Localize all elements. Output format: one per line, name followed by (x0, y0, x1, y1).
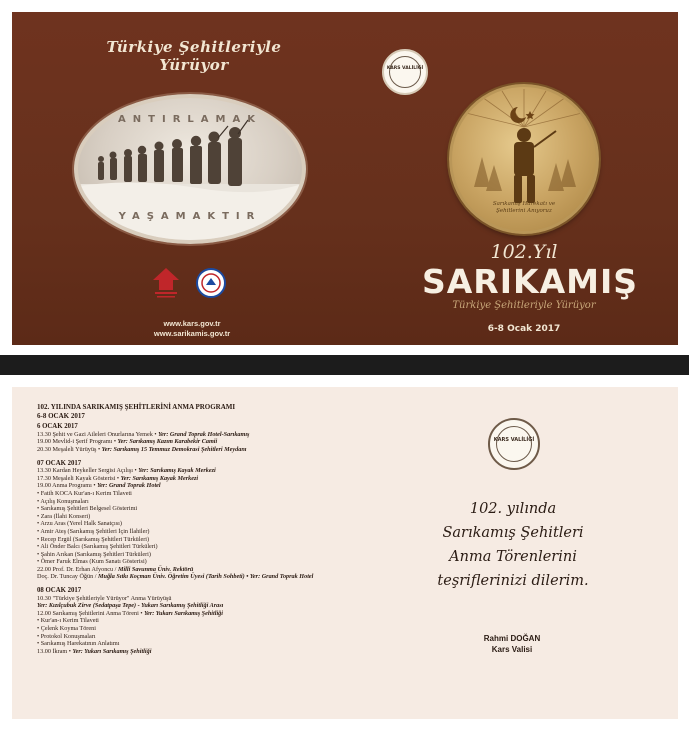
program-item-text: • Fatih KOCA Kur'an-ı Kerim Tilaveti (37, 489, 132, 497)
program-item-location: Yer: Sarıkamış Kayak Merkezi (138, 467, 216, 475)
cover-motto: Türkiye Şehitleriyle Yürüyor (106, 38, 282, 74)
program-item-text: • Arzu Aras (Yerel Halk Sanatçısı) (37, 520, 122, 528)
separator-band (0, 355, 689, 375)
program-item-text: • Zara (İlahi Konseri) (37, 512, 91, 520)
program-item-location: Yer: Sarıkamış Kayak Merkezi (120, 474, 199, 482)
url-kars: www.kars.gov.tr (163, 319, 221, 328)
governorship-seal (382, 49, 428, 95)
program-item (37, 551, 387, 559)
invitation-text (430, 497, 596, 593)
program-dates: 6-8 OCAK 2017 (37, 411, 85, 420)
signer-name: Rahmi DOĞAN (483, 634, 541, 643)
program-item (37, 446, 387, 454)
program-item-text: • Sarıkamış Harekatının Anlatımı (37, 640, 120, 648)
signature-block (452, 633, 572, 655)
program-item (37, 528, 387, 536)
program-item-text: • Protokol Konuşmaları (37, 632, 96, 640)
program-day-date: 07 OCAK 2017 (37, 459, 82, 467)
program-item-location: Yer: Sarıkamış Kazım Karabekir Camii (117, 438, 218, 446)
program-item-text: 20.30 Meşaleli Yürüyüş • (37, 445, 102, 453)
cover-title: SARIKAMIŞ (422, 262, 638, 301)
cover-dates: 6-8 Ocak 2017 (487, 324, 561, 334)
invitation-line-3: Anma Törenlerini (449, 549, 577, 565)
program-item-text: 13.30 Şehit ve Gazi Aileleri Onurlarına Yemek • (37, 430, 159, 438)
program-item (37, 625, 387, 633)
program-days (37, 423, 387, 658)
program-item-text: • Açılış Konuşmaları (37, 497, 89, 505)
cover-page (12, 12, 678, 345)
program-item-location: Yer: Sarıkamış 15 Temmuz Demokrasi Şehitleri Meydanı (101, 445, 247, 453)
program-item-text: • Çelenk Koyma Töreni (37, 625, 96, 633)
url-sarikamis: www.sarikamis.gov.tr (153, 329, 231, 338)
oval-bottom-text: YAŞAMAKTIR (118, 211, 262, 222)
program-item-text: 10.30 "Türkiye Şehitleriyle Yürüyor" Anma Yürüyüşü (37, 594, 172, 602)
signer-title: Kars Valisi (491, 645, 533, 654)
program-item-text: • Sarıkamış Şehitleri Belgesel Gösterimi (37, 505, 138, 513)
program-item (37, 633, 387, 641)
program-item-text: 17.30 Meşaleli Kayak Gösterisi • (37, 474, 121, 482)
program-item (37, 640, 387, 648)
cover-urls (147, 319, 237, 339)
program-item-text: 13.30 Kardan Heykeller Sergisi Açılışı • (37, 467, 139, 475)
seal-text: KARS VALİLİĞİ (386, 66, 424, 71)
program-item (37, 602, 387, 610)
program-item-text: 12.00 Sarıkamış Şehitlerini Anma Töreni • (37, 609, 145, 617)
program-item (37, 536, 387, 544)
program-item-text: • Amir Ateş (Sarıkamış Şehitleri İçin İlahiler) (37, 527, 150, 535)
program-item-text: 13.00 İkram • (37, 647, 73, 655)
program-item-text: • Kur'an-ı Kerim Tilaveti (37, 617, 99, 625)
program-item-text: Doç. Dr. Tuncay Öğün / (37, 573, 99, 581)
program-item (37, 558, 387, 566)
program-item (37, 490, 387, 498)
medal-caption-line-2: Şehitlerini Anıyoruz (496, 208, 552, 214)
program-item (37, 566, 387, 574)
invitation-line-2: Sarıkamış Şehitleri (442, 525, 584, 541)
invitation-line-4: teşriflerinizi dilerim. (437, 573, 589, 589)
invitation-line-1: 102. yılında (469, 501, 557, 517)
program-item (37, 610, 387, 618)
oval-top-text: ANTIRLAMAK (118, 114, 262, 125)
program-item-location: Yer: Kızılçubuk Zirve (Sedatpaşa Tepe) - Yukarı Sarıkamış Şehitliği Arası (37, 602, 224, 610)
program-item-text: 19.00 Mevlid-i Şerif Programı • (37, 438, 118, 446)
program-item (37, 475, 387, 483)
program-item-text: • Ali Önder Balcı (Sarıkamış Şehitleri Türküleri) (37, 543, 158, 551)
program-item-text: 22.00 Prof. Dr. Erhan Afyoncu / (37, 565, 118, 573)
program-item-text: • Ömer Faruk Elmas (Kum Sanatı Gösterisi) (37, 558, 147, 566)
program-item-location: Milli Savunma Üniv. Rektörü (117, 565, 194, 573)
program-item-location: Muğla Sıtkı Koçman Üniv. Öğretim Üyesi (Tarih Sohbeti) • Yer: Grand Toprak Hotel (98, 573, 314, 581)
medal-caption (452, 201, 596, 215)
program-item (37, 431, 387, 439)
program-day-date: 6 OCAK 2017 (37, 423, 78, 431)
medal-caption-line-1: Sarıkamış Harekatı ve (492, 201, 556, 207)
program-item-location: Yer: Grand Toprak Hotel-Sarıkamış (158, 430, 250, 438)
program-item (37, 482, 387, 490)
program-item-location: Yer: Yukarı Sarıkamış Şehitliği (72, 647, 152, 655)
program-item (37, 648, 387, 656)
soldiers-photo (74, 94, 306, 244)
inside-seal (488, 418, 540, 470)
program-item (37, 505, 387, 513)
program-item (37, 573, 387, 581)
program-item (37, 467, 387, 475)
municipality-logo (196, 268, 226, 298)
program-item (37, 543, 387, 551)
program-item-text: 19.00 Anma Programı • (37, 482, 98, 490)
program-title: 102. YILINDA SARIKAMIŞ ŞEHİTLERİNİ ANMA PROGRAMI (37, 403, 236, 411)
program-item (37, 617, 387, 625)
program-item-text: • Recep Ergül (Sarıkamış Şehitleri Türküleri) (37, 535, 150, 543)
inside-seal-text: KARS VALİLİĞİ (493, 437, 535, 443)
program-day-date: 08 OCAK 2017 (37, 587, 82, 595)
cover-subtitle: Türkiye Şehitleriyle Yürüyor (452, 300, 596, 311)
program-item (37, 520, 387, 528)
program-item-location: Yer: Yukarı Sarıkamış Şehitliği (144, 609, 223, 617)
program-item (37, 595, 387, 603)
program-item (37, 513, 387, 521)
ministry-logo (151, 266, 181, 300)
program-item-location: Yer: Grand Toprak Hotel (97, 482, 161, 490)
commemorative-medal (449, 84, 599, 234)
program-item-text: • Şahin Arıkan (Sarıkamış Şehitleri Türküleri) (37, 550, 151, 558)
program-item (37, 498, 387, 506)
program-item (37, 438, 387, 446)
anniversary-label: 102.Yıl (490, 241, 558, 263)
program-list (37, 403, 387, 658)
